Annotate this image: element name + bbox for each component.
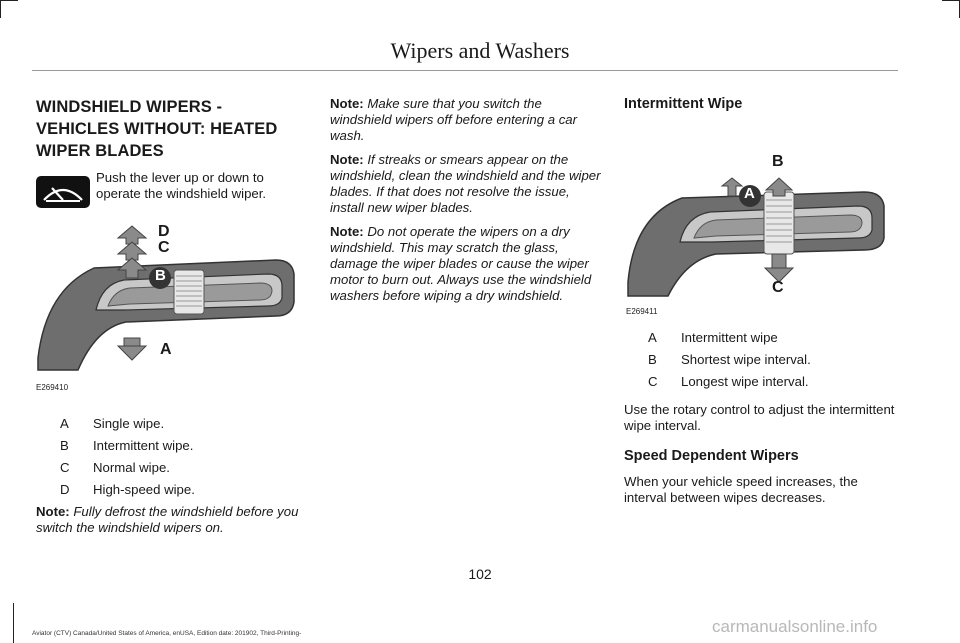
figure-label: A bbox=[744, 185, 755, 202]
note: Note: Do not operate the wipers on a dry windshield. This may scratch the glass, damage the wiper blades or cause the wiper motor to burn out. Always use the windshield washers before wiping a dry windshield. bbox=[330, 224, 592, 303]
windshield-wiper-icon bbox=[36, 176, 90, 208]
intro-text: Push the lever up or down to operate the windshield wiper. bbox=[96, 170, 267, 201]
body-text: Use the rotary control to adjust the intermittent wipe interval. bbox=[624, 402, 895, 433]
page-number: 102 bbox=[468, 566, 492, 582]
legend-item: D High-speed wipe. bbox=[60, 482, 195, 497]
figure-label: C bbox=[158, 239, 170, 256]
crop-mark bbox=[942, 0, 960, 1]
wiper-lever-diagram bbox=[36, 220, 298, 390]
section-heading: Intermittent Wipe bbox=[624, 96, 743, 112]
header-divider bbox=[32, 70, 898, 71]
legend-item: B Intermittent wipe. bbox=[60, 438, 194, 453]
legend-item: A Single wipe. bbox=[60, 416, 165, 431]
intro-block bbox=[36, 172, 308, 220]
subsection-heading: Speed Dependent Wipers bbox=[624, 448, 799, 464]
figure-label: D bbox=[158, 223, 170, 240]
legend-item: B Shortest wipe interval. bbox=[648, 352, 811, 367]
body-text: When your vehicle speed increases, the interval between wipes decreases. bbox=[624, 474, 858, 505]
footer-text: Aviator (CTV) Canada/United States of America, enUSA, Edition date: 201902, Third-Printing- bbox=[32, 630, 302, 637]
legend-item: C Normal wipe. bbox=[60, 460, 170, 475]
figure-label: B bbox=[155, 267, 166, 284]
crop-mark bbox=[0, 0, 1, 18]
right-column bbox=[624, 96, 896, 514]
note: Note: Make sure that you switch the windshield wipers off before entering a car wash. bbox=[330, 96, 578, 143]
legend-list bbox=[36, 416, 308, 498]
page-header-title: Wipers and Washers bbox=[390, 38, 570, 63]
figure-label: C bbox=[772, 279, 784, 296]
middle-column bbox=[330, 96, 602, 312]
figure-label: A bbox=[160, 341, 172, 358]
section-heading: WINDSHIELD WIPERS - VEHICLES WITHOUT: HEATED WIPER BLADES bbox=[36, 98, 278, 160]
crop-mark bbox=[13, 603, 14, 643]
legend-item: A Intermittent wipe bbox=[648, 330, 778, 345]
watermark: carmanualsonline.info bbox=[712, 617, 878, 636]
figure-label: B bbox=[772, 153, 784, 170]
rotary-control-diagram bbox=[624, 120, 886, 314]
figure-code: E269410 bbox=[36, 383, 69, 392]
note: Note: Fully defrost the windshield before you switch the windshield wipers on. bbox=[36, 504, 299, 535]
figure-code: E269411 bbox=[626, 307, 658, 316]
crop-mark bbox=[0, 0, 18, 1]
legend-list bbox=[624, 330, 896, 390]
legend-item: C Longest wipe interval. bbox=[648, 374, 809, 389]
note: Note: If streaks or smears appear on the windshield, clean the windshield and the wiper blades. If that does not resolve the issue, install new wiper blades. bbox=[330, 152, 601, 215]
left-column bbox=[36, 96, 308, 544]
